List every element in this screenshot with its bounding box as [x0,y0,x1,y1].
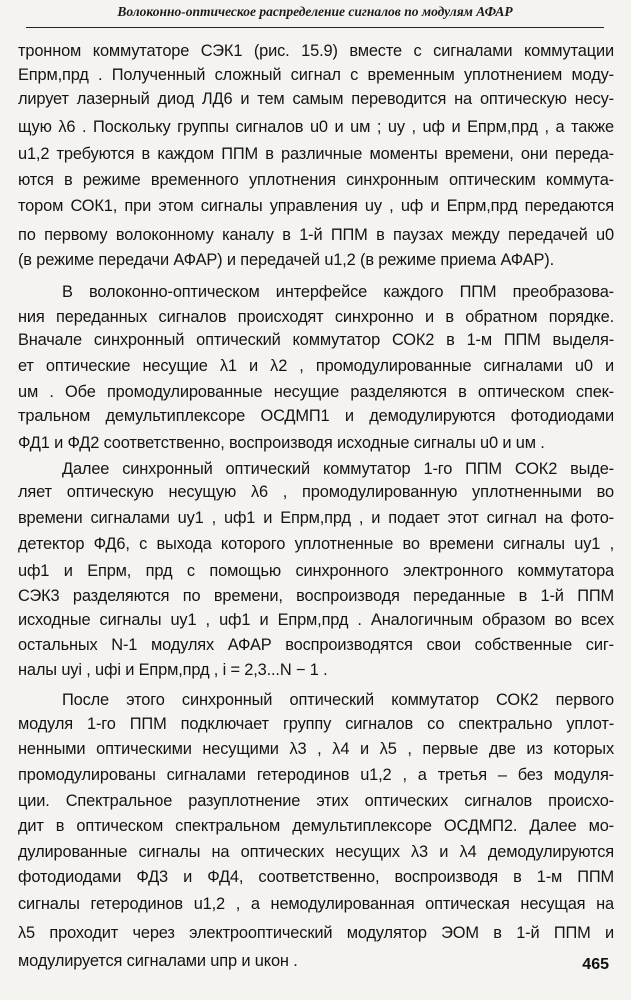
text-line: остальных N-1 модулях АФАР воспроизводятся свои собственные сиг- [18,636,614,654]
text-line: дит в оптическом спектральном демультиплексоре ОСДМП2. Далее мо- [18,817,614,835]
text-line: налы uуi , uфi и Eпрм,прд , i = 2,3...N − 1 . [18,661,328,679]
text-line: λ5 проходит через электрооптический модулятор ЭОМ в 1-й ППМ и [18,924,614,942]
text-line: u1,2 требуются в каждом ППМ в различные моменты времени, они переда- [18,145,614,163]
text-line: uф1 и Eпрм, прд с помощью синхронного электронного коммутатора [18,562,614,580]
running-header: Волоконно-оптическое распределение сигналов по модулям АФАР [117,4,513,19]
text-line: uм . Обе промодулированные несущие разделяются в оптическом спек- [18,383,614,401]
text-line: дулированные сигналы на оптических несущих λ3 и λ4 демодулируются [18,843,614,861]
text-line: ет оптические несущие λ1 и λ2 , промодулированные сигналами u0 и [18,357,614,375]
text-line: модулируется сигналами uпр и uкон . [18,952,298,970]
text-line: После этого синхронный оптический коммутатор СОК2 первого [62,691,614,709]
text-line: промодулированы сигналами гетеродинов u1,2 , а третья – без модуля- [18,766,614,784]
text-line: ненными оптическими несущими λ3 , λ4 и λ5 , первые две из которых [18,740,614,758]
text-line: ния переданных сигналов происходят синхронно и в обратном порядке. [18,308,614,326]
text-line: времени сигналами uу1 , uф1 и Eпрм,прд , и подает этот сигнал на фото- [18,509,614,527]
text-line: тронном коммутаторе СЭК1 (рис. 15.9) вместе с сигналами коммутации [18,42,614,60]
text-line: СЭК3 разделяются по времени, воспроизводя переданные в 1-й ППМ [18,587,614,605]
text-line: В волоконно-оптическом интерфейсе каждого ППМ преобразова- [62,283,614,301]
text-line: фотодиодами ФД3 и ФД4, соответственно, воспроизводя в 1-м ППМ [18,868,614,886]
text-line: ляет оптическую несущую λ6 , промодулированную уплотненными во [18,483,614,501]
text-line: ФД1 и ФД2 соответственно, воспроизводя исходные сигналы u0 и uм . [18,434,545,452]
text-line: щую λ6 . Поскольку группы сигналов u0 и uм ; uу , uф и Eпрм,прд , а также [18,118,614,136]
text-line: исходные сигналы uу1 , uф1 и Eпрм,прд . Аналогичным образом во всех [18,611,614,629]
text-line: тральном демультиплексоре ОСДМП1 и демодулируются фотодиодами [18,407,614,425]
text-line: ются в режиме временного уплотнения синхронным оптическим коммута- [18,171,614,189]
page-number: 465 [582,956,609,973]
text-line: ции. Спектральное разуплотнение этих оптических сигналов происхо- [18,792,614,810]
text-line: Eпрм,прд . Полученный сложный сигнал с временным уплотнением моду- [18,66,614,84]
text-line: по первому волоконному каналу в 1-й ППМ в паузах между передачей u0 [18,226,614,244]
text-line: Далее синхронный оптический коммутатор 1-го ППМ СОК2 выде- [62,460,614,478]
text-line: модуля 1-го ППМ подключает группу сигналов со спектрально уплот- [18,715,614,733]
text-line: Вначале синхронный оптический коммутатор СОК2 в 1-м ППМ выделя- [18,331,614,349]
text-line: тором СОК1, при этом сигналы управления uу , uф и Eпрм,прд передаются [18,197,614,215]
text-line: сигналы гетеродинов u1,2 , а немодулированная оптическая несущая на [18,895,614,913]
header-rule [26,27,604,28]
text-line: (в режиме передачи АФАР) и передачей u1,2 (в режиме приема АФАР). [18,251,554,269]
text-line: детектор ФД6, с выхода которого уплотненные во времени сигналы uу1 , [18,535,614,553]
text-line: лирует лазерный диод ЛД6 и тем самым переводится на оптическую несу- [18,90,614,108]
